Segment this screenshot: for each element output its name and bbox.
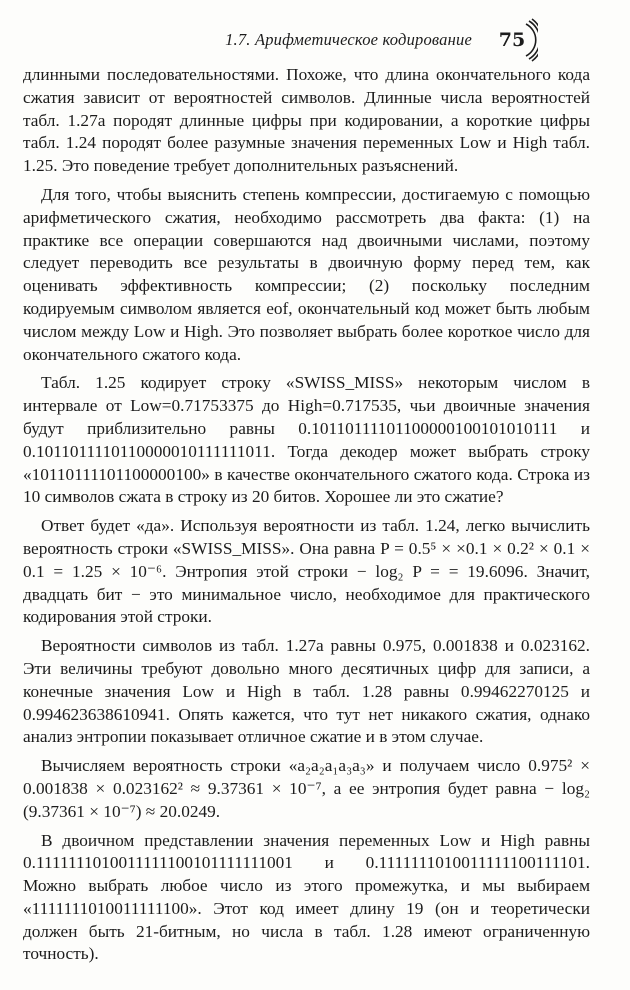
paragraph-5: Вероятности символов из табл. 1.27а равны 0.975, 0.001838 и 0.023162. Эти величины требуют довольно много десятичных цифр для записи, а конечные значения Low и High в табл. 1.28 равны 0.99462270125 и 0.994623638610941. Опять кажется, что тут нет никакого сжатия, однако анализ энтропии показывает отличное сжатие и в этом случае.: [23, 636, 590, 747]
body-text: [23, 64, 590, 966]
running-title: 1.7. Арифметическое кодирование: [225, 30, 472, 49]
paragraph-1: длинными последовательностями. Похоже, что длина окончательного кода сжатия зависит от вероятностей символов. Длинные числа вероятностей табл. 1.27а породят длинные цифры при кодировании, а короткие цифры табл. 1.24 породят более разумные значения переменных Low и High табл. 1.25. Это поведение требует дополнительных разъяснений.: [23, 65, 590, 176]
paragraph-3: Табл. 1.25 кодирует строку «SWISS_MISS» некоторым числом в интервале от Low=0.71753375 до High=0.717535, чьи двоичные значения будут приблизительно равны 0.10110111101100000100101010111 и 0.1011011110110000010111111011. Тогда декодер может выбрать строку «10110111101100000100» в качестве окончательного сжатого кода. Строка из 10 символов сжата в строку из 20 битов. Хорошее ли это сжатие?: [23, 373, 590, 507]
paragraph-4: Ответ будет «да». Используя вероятности из табл. 1.24, легко вычислить вероятность строки «SWISS_MISS». Она равна P = 0.5⁵ × ×0.1 × 0.2² × 0.1 × 0.1 = 1.25 × 10⁻⁶. Энтропия этой строки − log₂ P = = 19.6096. Значит, двадцать бит − это минимальное число, необходимое для практического кодирования этой строки.: [23, 516, 590, 627]
page-number-badge: [494, 18, 538, 62]
paragraph-6: Вычисляем вероятность строки «a₂a₂a₁a₃a₃» и получаем число 0.975² × 0.001838 × 0.023162² ≈ 9.37361 × 10⁻⁷, а ее энтропия будет равна − log₂ (9.37361 × 10⁻⁷) ≈ 20.0249.: [23, 756, 590, 821]
page-number: 75: [498, 29, 526, 51]
paragraph-2: Для того, чтобы выяснить степень компрессии, достигаемую с помощью арифметического сжатия, необходимо рассмотреть два факта: (1) на практике все операции совершаются над двоичными числами, поэтому следует переводить все результаты в двоичную форму перед тем, как оценивать эффективность компрессии; (2) поскольку последним кодируемым символом является eof, окончательный код может быть любым числом между Low и High. Это позволяет выбрать более короткое число для окончательного сжатого кода.: [23, 184, 590, 364]
page-header: [23, 0, 590, 64]
paragraph-7: В двоичном представлении значения переменных Low и High равны 0.1111111010011111100101111111001 и 0.1111111010011111100111101. Можно выбрать любое число из этого промежутка, и мы выбираем «1111111010011111100». Этот код имеет длину 19 (он и теоретически должен быть 21-битным, но числа в табл. 1.28 имеют ограниченную точность).: [23, 830, 590, 964]
